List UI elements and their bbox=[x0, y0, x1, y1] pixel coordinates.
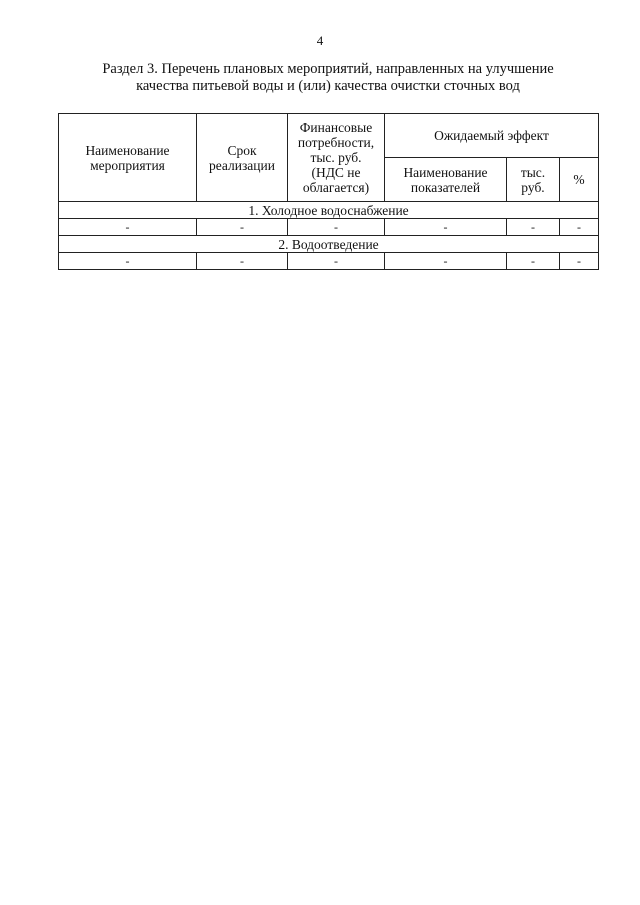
table-cell: - bbox=[197, 219, 288, 236]
header-percent: % bbox=[560, 158, 599, 202]
planned-measures-table bbox=[58, 113, 599, 270]
table-cell: - bbox=[59, 219, 197, 236]
header-event-name: Наименование мероприятия bbox=[59, 114, 197, 202]
table-row bbox=[59, 219, 599, 236]
section-title-line-2: качества питьевой воды и (или) качества очистки сточных вод bbox=[136, 78, 520, 94]
header-thousand-rub: тыс. руб. bbox=[507, 158, 560, 202]
header-indicator-names: Наименование показателей bbox=[385, 158, 507, 202]
header-financial-needs: Финансовые потребности, тыс. руб. (НДС не облагается) bbox=[288, 114, 385, 202]
section-title-line-1: Раздел 3. Перечень плановых мероприятий, направленных на улучшение bbox=[102, 61, 554, 77]
table-cell: - bbox=[288, 253, 385, 270]
table-row bbox=[59, 253, 599, 270]
group-cold-water-supply: 1. Холодное водоснабжение bbox=[59, 202, 599, 219]
table-cell: - bbox=[507, 219, 560, 236]
table-cell: - bbox=[385, 253, 507, 270]
header-term: Срок реализации bbox=[197, 114, 288, 202]
group-water-disposal: 2. Водоотведение bbox=[59, 236, 599, 253]
header-expected-effect: Ожидаемый эффект bbox=[385, 114, 599, 158]
table-cell: - bbox=[507, 253, 560, 270]
section-title bbox=[58, 61, 598, 95]
table-cell: - bbox=[385, 219, 507, 236]
table-cell: - bbox=[59, 253, 197, 270]
table-cell: - bbox=[288, 219, 385, 236]
table-cell: - bbox=[560, 253, 599, 270]
table-cell: - bbox=[560, 219, 599, 236]
page-number: 4 bbox=[316, 33, 324, 48]
table-cell: - bbox=[197, 253, 288, 270]
